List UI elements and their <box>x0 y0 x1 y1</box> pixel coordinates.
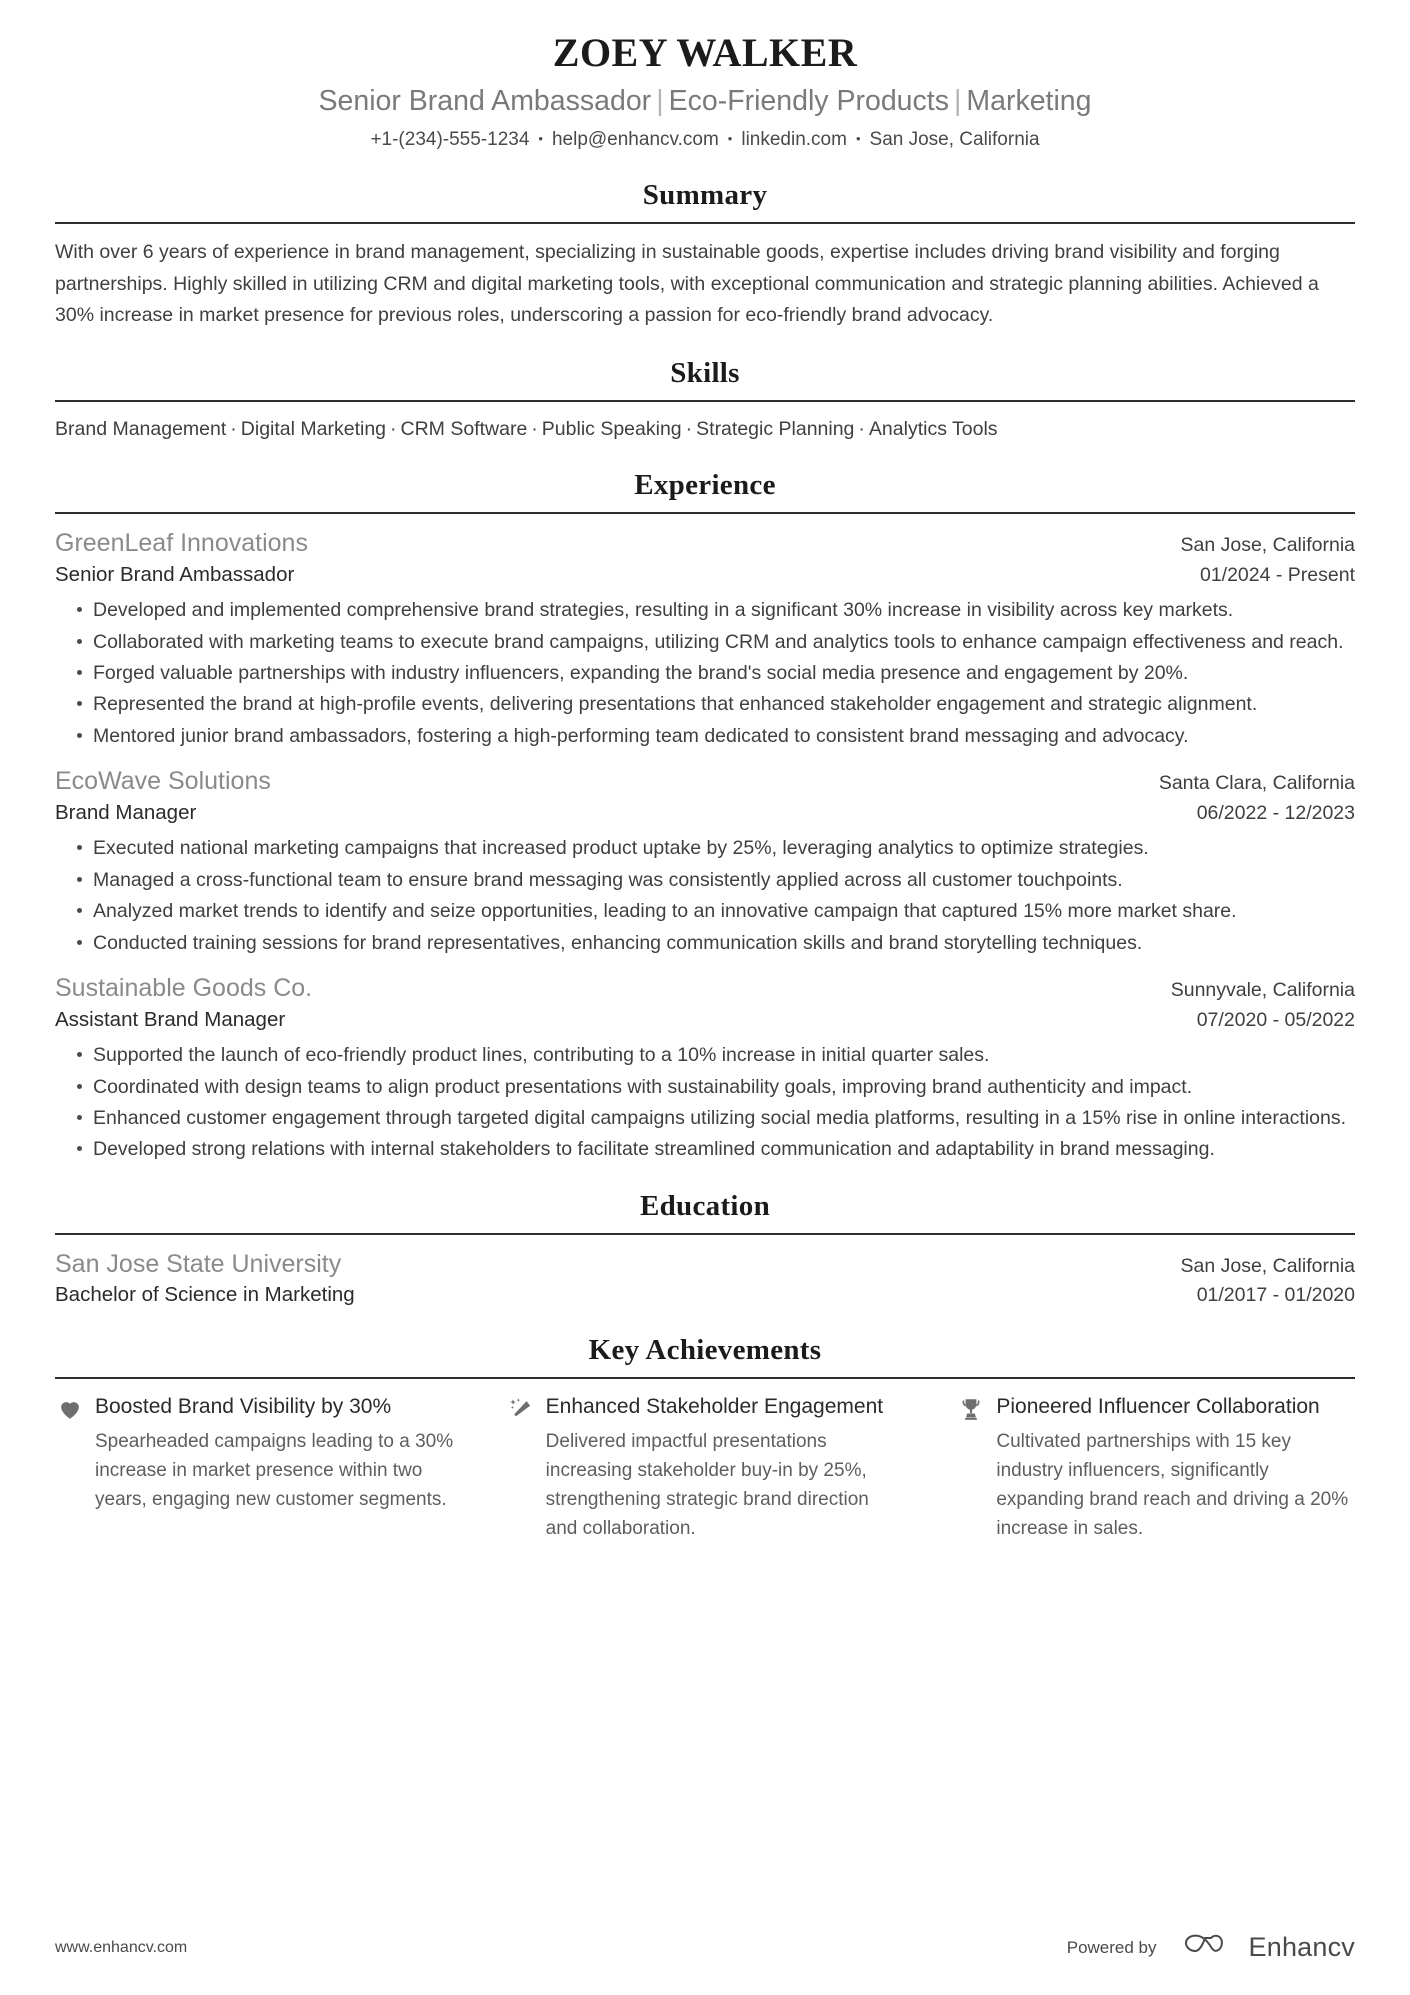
experience-role: Assistant Brand Manager <box>55 1007 286 1031</box>
experience-bullet: Developed and implemented comprehensive brand strategies, resulting in a significant 30% increase in visibility across key markets. <box>77 595 1355 625</box>
enhancv-logo <box>1175 1930 1355 1965</box>
education-divider <box>55 1233 1355 1235</box>
experience-dates: 07/2020 - 05/2022 <box>1196 1008 1355 1031</box>
achievement-description: Spearheaded campaigns leading to a 30% increase in market presence within two years, engaging new customer segments. <box>95 1431 454 1511</box>
skill-separator: · <box>390 418 397 440</box>
contact-separator-2: • <box>727 131 733 147</box>
experience-entry-top-row <box>55 765 1355 798</box>
education-institution: San Jose State University <box>55 1249 342 1278</box>
skill-item: CRM Software <box>400 418 528 440</box>
skill-item: Analytics Tools <box>868 418 998 440</box>
experience-bullet-list <box>55 833 1355 958</box>
experience-entry-second-row <box>55 1005 1355 1034</box>
experience-entry <box>55 972 1355 1165</box>
skill-separator: · <box>230 418 237 440</box>
headline-separator-2: | <box>953 85 962 117</box>
achievement-body <box>996 1394 1355 1544</box>
achievement-item <box>956 1394 1355 1544</box>
experience-bullet: Managed a cross-functional team to ensure brand messaging was consistently applied across all customer touchpoints. <box>77 865 1355 895</box>
education-section-title: Education <box>639 1189 770 1222</box>
education-location: San Jose, California <box>1180 1254 1355 1277</box>
experience-bullet: Supported the launch of eco-friendly product lines, contributing to a 10% increase in initial quarter sales. <box>77 1040 1355 1070</box>
education-section <box>55 1189 1355 1309</box>
experience-dates: 01/2024 - Present <box>1199 563 1355 586</box>
skill-separator: · <box>858 418 865 440</box>
experience-divider <box>55 512 1355 514</box>
skills-list <box>55 415 1355 444</box>
achievement-title: Pioneered Influencer Collaboration <box>996 1394 1320 1418</box>
experience-bullet: Analyzed market trends to identify and seize opportunities, leading to an innovative campaign that captured 15% more market share. <box>77 896 1355 926</box>
contact-line <box>55 127 1355 154</box>
experience-entry-top-row <box>55 972 1355 1005</box>
experience-bullet-list <box>55 1040 1355 1165</box>
contact-separator-1: • <box>538 131 543 147</box>
contact-separator-3: • <box>855 131 861 147</box>
candidate-headline <box>55 82 1355 120</box>
candidate-name: ZOEY WALKER <box>552 30 858 75</box>
skills-section <box>55 356 1355 444</box>
summary-divider <box>55 222 1355 224</box>
education-entry-second-row <box>55 1280 1355 1309</box>
experience-location: Santa Clara, California <box>1158 772 1355 795</box>
achievement-title: Enhanced Stakeholder Engagement <box>545 1394 884 1418</box>
achievement-description: Cultivated partnerships with 15 key industry influencers, significantly expanding brand reach and driving a 20% increase in sales. <box>996 1431 1349 1540</box>
headline-part-3: Marketing <box>966 85 1092 117</box>
footer-url[interactable]: www.enhancv.com <box>55 1938 188 1956</box>
powered-by-label: Powered by <box>1066 1937 1157 1957</box>
contact-email[interactable]: help@enhancv.com <box>551 129 719 151</box>
achievement-body <box>546 1394 905 1544</box>
experience-organization: GreenLeaf Innovations <box>55 529 308 558</box>
achievements-grid <box>55 1394 1355 1544</box>
contact-phone[interactable]: +1-(234)-555-1234 <box>370 129 530 151</box>
experience-bullet: Collaborated with marketing teams to execute brand campaigns, utilizing CRM and analytics tools to enhance campaign effectiveness and reach. <box>77 627 1355 657</box>
skill-item: Public Speaking <box>541 418 682 440</box>
resume-header <box>55 28 1355 154</box>
enhancv-wordmark: Enhancv <box>1248 1932 1355 1962</box>
summary-text: With over 6 years of experience in brand management, specializing in sustainable goods, expertise includes driving brand visibility and forging partnerships. Highly skilled in utilizing CRM and digital marketing tools, with exceptional communication and strategic planning abilities. Achieved a 30% increase in market presence for previous roles, underscoring a passion for eco-friendly brand advocacy. <box>55 240 1319 327</box>
skill-item: Digital Marketing <box>240 418 387 440</box>
education-entry <box>55 1248 1355 1309</box>
experience-dates: 06/2022 - 12/2023 <box>1196 801 1355 824</box>
achievement-item <box>506 1394 905 1544</box>
achievement-description: Delivered impactful presentations increasing stakeholder buy-in by 25%, strengthening strategic brand direction and collaboration. <box>545 1431 869 1540</box>
achievement-item <box>55 1394 454 1544</box>
magic-wand-icon <box>506 1394 536 1422</box>
heart-icon <box>55 1394 85 1422</box>
achievements-section <box>55 1333 1355 1544</box>
achievement-title: Boosted Brand Visibility by 30% <box>95 1394 392 1418</box>
experience-bullet: Mentored junior brand ambassadors, fostering a high-performing team dedicated to consistent brand messaging and advocacy. <box>77 721 1355 751</box>
experience-entry <box>55 527 1355 751</box>
achievements-divider <box>55 1377 1355 1379</box>
skills-section-title: Skills <box>670 357 740 390</box>
experience-role: Senior Brand Ambassador <box>55 562 295 586</box>
experience-role: Brand Manager <box>55 800 197 824</box>
experience-location: San Jose, California <box>1180 534 1355 557</box>
trophy-icon <box>956 1394 986 1422</box>
experience-organization: Sustainable Goods Co. <box>55 974 313 1003</box>
achievement-body <box>95 1394 454 1516</box>
experience-entry-top-row <box>55 527 1355 560</box>
experience-entry-second-row <box>55 798 1355 827</box>
skill-item: Brand Management <box>55 418 227 440</box>
experience-organization: EcoWave Solutions <box>55 767 271 796</box>
education-degree: Bachelor of Science in Marketing <box>55 1283 355 1307</box>
summary-section-title: Summary <box>642 179 768 212</box>
page-footer <box>55 1930 1355 1965</box>
skill-item: Strategic Planning <box>696 418 855 440</box>
experience-location: Sunnyvale, California <box>1170 979 1355 1002</box>
experience-bullet: Enhanced customer engagement through targeted digital campaigns utilizing social media platforms, resulting in a 15% rise in online interactions. <box>77 1103 1355 1133</box>
experience-section-title: Experience <box>634 469 776 502</box>
skill-separator: · <box>531 418 538 440</box>
experience-bullet: Forged valuable partnerships with industry influencers, expanding the brand's social media presence and engagement by 20%. <box>77 658 1355 688</box>
headline-separator-1: | <box>656 85 664 117</box>
contact-location: San Jose, California <box>869 129 1040 151</box>
experience-bullet: Represented the brand at high-profile events, delivering presentations that enhanced stakeholder engagement and strategic alignment. <box>77 689 1355 719</box>
experience-entry-second-row <box>55 560 1355 589</box>
experience-bullet-list <box>55 595 1355 751</box>
experience-entry <box>55 765 1355 958</box>
experience-bullet: Coordinated with design teams to align product presentations with sustainability goals, improving brand authenticity and impact. <box>77 1072 1355 1102</box>
skill-separator: · <box>685 418 693 440</box>
enhancv-mark-icon <box>1175 1930 1235 1965</box>
contact-linkedin[interactable]: linkedin.com <box>741 129 847 151</box>
skills-divider <box>55 400 1355 402</box>
powered-by-block <box>1067 1930 1355 1965</box>
education-dates: 01/2017 - 01/2020 <box>1196 1284 1355 1307</box>
education-entry-top-row <box>55 1248 1355 1281</box>
headline-part-1: Senior Brand Ambassador <box>318 85 652 117</box>
headline-part-2: Eco-Friendly Products <box>668 85 949 117</box>
experience-bullet: Executed national marketing campaigns that increased product uptake by 25%, leveraging analytics to optimize strategies. <box>77 833 1355 863</box>
summary-section <box>55 178 1355 332</box>
education-entries <box>55 1248 1355 1309</box>
experience-bullet: Conducted training sessions for brand representatives, enhancing communication skills and brand storytelling techniques. <box>77 928 1355 958</box>
achievements-section-title: Key Achievements <box>588 1333 822 1366</box>
experience-entries <box>55 527 1355 1165</box>
experience-bullet: Developed strong relations with internal stakeholders to facilitate streamlined communication and adaptability in brand messaging. <box>77 1134 1355 1164</box>
experience-section <box>55 468 1355 1165</box>
